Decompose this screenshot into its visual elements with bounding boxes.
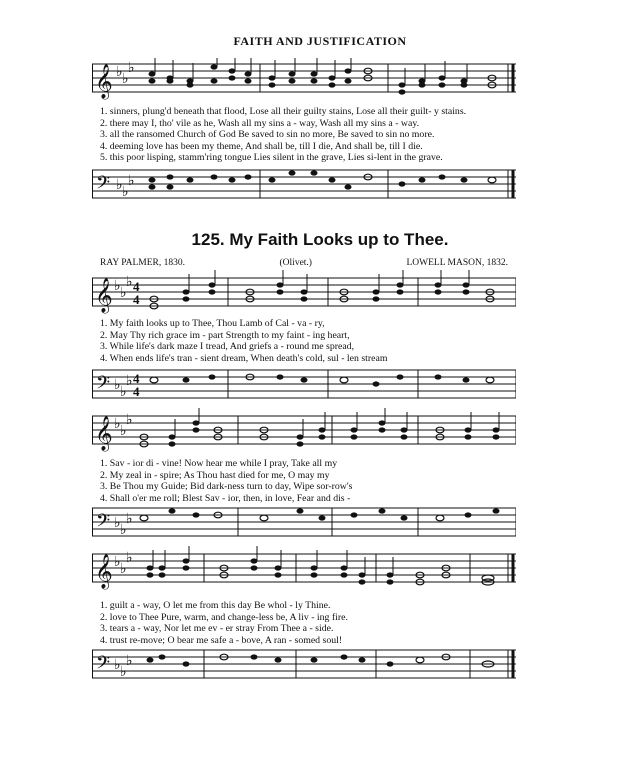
lyric-line: 2. there may I, tho' vile as he, Wash all my sins a - way, Wash all my sins a - way.	[100, 117, 420, 129]
svg-text:𝄞: 𝄞	[95, 64, 113, 99]
svg-text:4: 4	[133, 292, 140, 307]
author-credit: RAY PALMER, 1830.	[100, 258, 185, 268]
svg-text:♭: ♭	[120, 665, 127, 680]
system1-bass-staff	[92, 364, 516, 406]
lyric-line: 1. Sav - ior di - vine! Now hear me while I pray, Take all my	[100, 458, 338, 469]
svg-text:𝄞: 𝄞	[95, 416, 113, 451]
svg-text:4: 4	[133, 279, 140, 294]
svg-text:𝄢: 𝄢	[96, 173, 111, 198]
system2-lyrics	[100, 458, 514, 504]
section-header: FAITH AND JUSTIFICATION	[233, 34, 407, 48]
svg-text:♭: ♭	[114, 279, 121, 294]
lyric-line: 2. May Thy rich grace im - part Strength to my faint - ing heart,	[100, 329, 350, 341]
top-bass-staff	[92, 166, 516, 206]
svg-text:♭: ♭	[122, 72, 129, 87]
hymn-credits	[100, 258, 508, 268]
svg-text:♭: ♭	[126, 275, 133, 290]
svg-text:♭: ♭	[126, 654, 133, 669]
system1-treble-staff	[92, 270, 516, 316]
lyric-line: 1. guilt a - way, O let me from this day Be whol - ly Thine.	[100, 600, 331, 611]
svg-text:♭: ♭	[120, 424, 127, 439]
lyric-line: 4. Shall o'er me roll; Blest Sav - ior, then, in love, Fear and dis -	[100, 492, 351, 504]
composer-credit: LOWELL MASON, 1832.	[406, 258, 508, 268]
lyric-line: 1. My faith looks up to Thee, Thou Lamb of Cal - va - ry,	[100, 318, 325, 329]
svg-text:𝄞: 𝄞	[95, 278, 113, 313]
svg-text:♭: ♭	[122, 185, 129, 200]
lyric-line: 2. My zeal in - spire; As Thou hast died for me, O may my	[100, 469, 330, 481]
lyric-line: 3. Be Thou my Guide; Bid dark-ness turn to day, Wipe sor-row's	[100, 481, 353, 493]
svg-text:𝄞: 𝄞	[95, 554, 113, 589]
system3-treble-staff	[92, 546, 516, 592]
svg-text:♭: ♭	[126, 413, 133, 428]
svg-text:𝄢: 𝄢	[96, 373, 111, 398]
svg-text:♭: ♭	[120, 562, 127, 577]
system3-bass-staff	[92, 644, 516, 686]
lyric-line: 3. While life's dark maze I tread, And griefs a - round me spread,	[100, 341, 355, 353]
system2-treble-staff	[92, 408, 516, 454]
svg-text:♭: ♭	[126, 374, 133, 389]
svg-text:𝄢: 𝄢	[96, 511, 111, 536]
system2-bass-staff	[92, 502, 516, 544]
svg-text:𝄢: 𝄢	[96, 653, 111, 678]
svg-text:♭: ♭	[114, 555, 121, 570]
svg-text:♭: ♭	[126, 512, 133, 527]
lyric-line: 4. When ends life's tran - sient dream, When death's cold, sul - len stream	[100, 352, 388, 364]
hymn-title: 125. My Faith Looks up to Thee.	[191, 230, 449, 249]
svg-text:♭: ♭	[114, 417, 121, 432]
svg-text:♭: ♭	[126, 551, 133, 566]
svg-text:♭: ♭	[114, 658, 121, 673]
svg-text:♭: ♭	[120, 523, 127, 538]
top-hymn-lyrics	[100, 106, 514, 164]
lyric-line: 3. all the ransomed Church of God Be saved to sin no more, Be saved to sin no more.	[100, 129, 435, 141]
lyric-line: 4. trust re-move; O bear me safe a - bove, A ran - somed soul!	[100, 634, 343, 646]
system1-lyrics	[100, 318, 514, 364]
svg-text:♭: ♭	[116, 178, 123, 193]
top-treble-staff	[92, 58, 516, 104]
svg-text:♭: ♭	[128, 174, 135, 189]
lyric-line: 4. deeming love has been my theme, And shall be, till I die, And shall be, till I die.	[100, 140, 423, 152]
svg-text:♭: ♭	[114, 516, 121, 531]
system3-lyrics	[100, 600, 514, 646]
svg-text:♭: ♭	[114, 378, 121, 393]
svg-text:♭: ♭	[116, 65, 123, 80]
svg-text:4: 4	[133, 371, 140, 386]
tune-name: (Olivet.)	[279, 258, 312, 268]
svg-text:♭: ♭	[120, 286, 127, 301]
svg-text:♭: ♭	[128, 61, 135, 76]
lyric-line: 2. love to Thee Pure, warm, and change-less be, A liv - ing fire.	[100, 611, 348, 623]
svg-text:♭: ♭	[120, 385, 127, 400]
lyric-line: 5. this poor lisping, stamm'ring tongue Lies silent in the grave, Lies si-lent in the grave.	[100, 152, 443, 164]
lyric-line: 3. tears a - way, Nor let me ev - er stray From Thee a - side.	[100, 623, 334, 635]
svg-text:4: 4	[133, 384, 140, 399]
lyric-line: 1. sinners, plung'd beneath that flood, Lose all their guilty stains, Lose all their guilt- y stains.	[100, 106, 467, 117]
